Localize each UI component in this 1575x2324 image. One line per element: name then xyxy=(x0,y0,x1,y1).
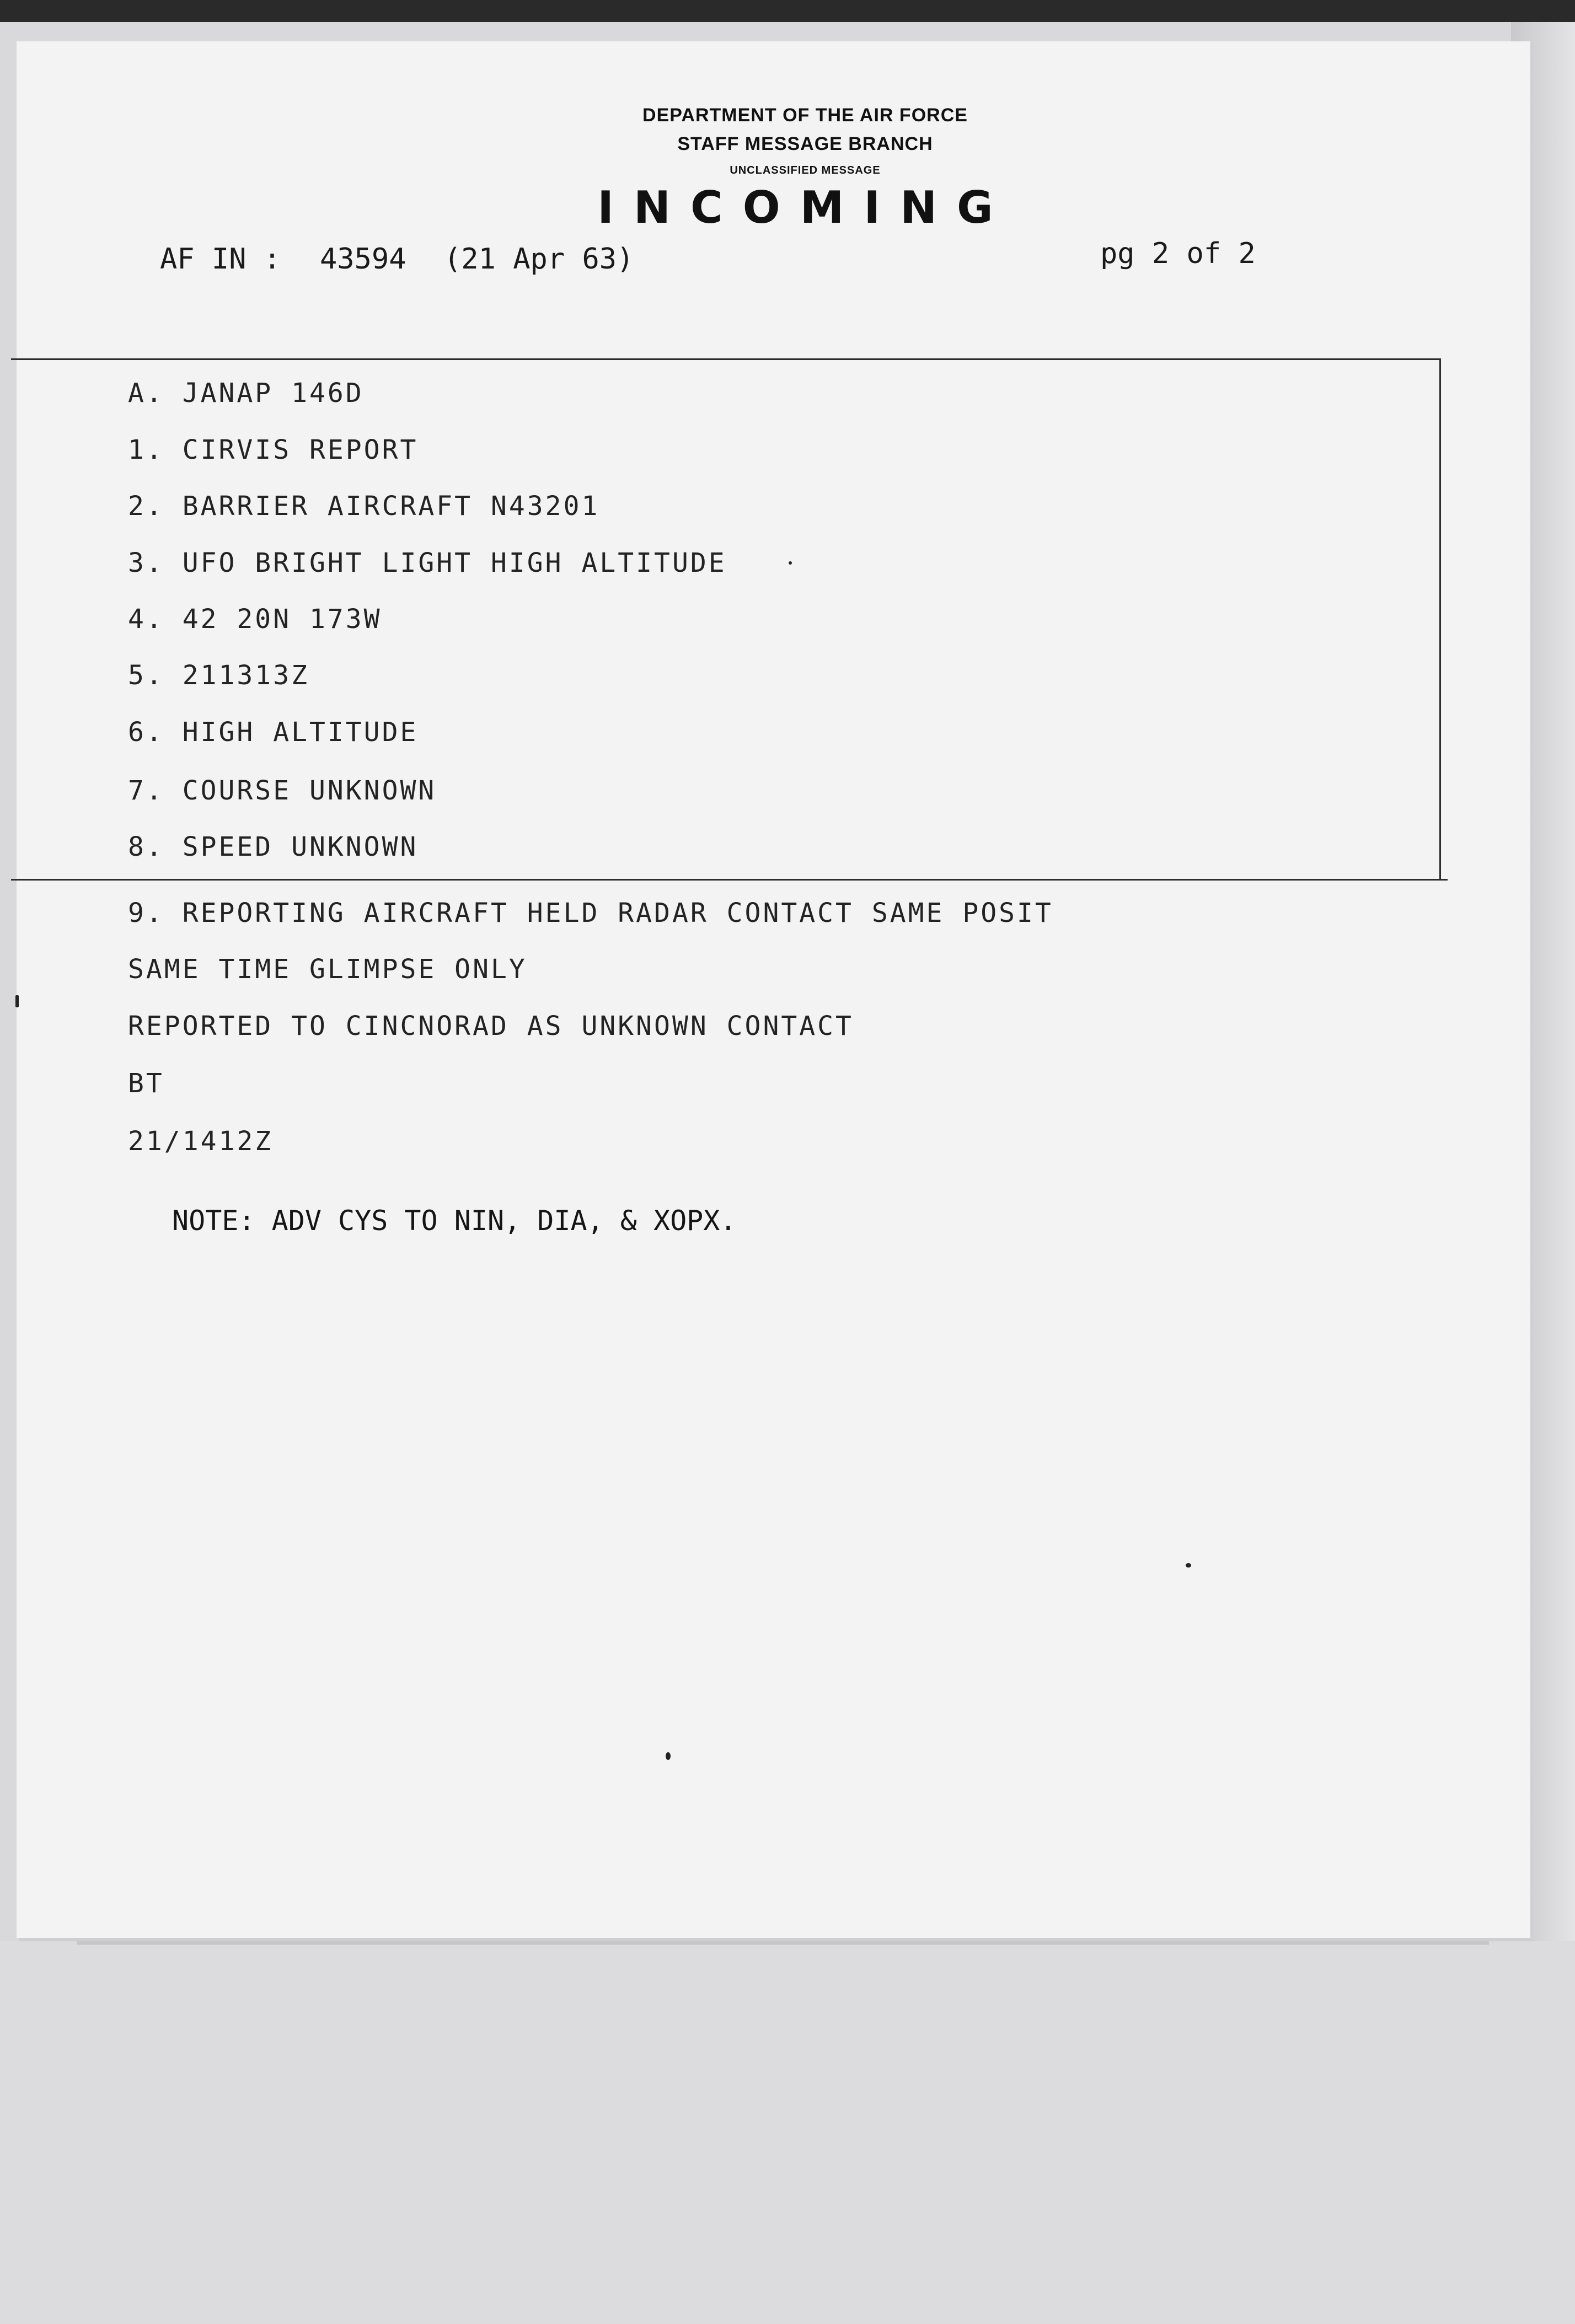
message-line: 3. UFO BRIGHT LIGHT HIGH ALTITUDE xyxy=(128,548,727,578)
message-line: 4. 42 20N 173W xyxy=(128,604,382,635)
message-line: 2. BARRIER AIRCRAFT N43201 xyxy=(128,491,600,522)
scan-speck xyxy=(1186,1563,1191,1568)
department-heading: DEPARTMENT OF THE AIR FORCE xyxy=(642,105,968,126)
message-line: 9. REPORTING AIRCRAFT HELD RADAR CONTACT SAME POSIT xyxy=(128,898,1053,928)
af-in-label: AF IN : xyxy=(160,243,281,276)
message-line: 5. 211313Z xyxy=(128,660,309,691)
af-in-number: 43594 xyxy=(320,243,406,276)
message-line: 1. CIRVIS REPORT xyxy=(128,434,419,465)
top-divider xyxy=(11,358,1439,360)
message-line: SAME TIME GLIMPSE ONLY xyxy=(128,954,527,985)
scan-speck xyxy=(15,995,19,1007)
scan-bottom-area xyxy=(0,1941,1575,2324)
incoming-title: INCOMING xyxy=(597,182,1013,233)
message-line: A. JANAP 146D xyxy=(128,378,364,409)
page-indicator: pg 2 of 2 xyxy=(1100,237,1256,270)
message-line: 7. COURSE UNKNOWN xyxy=(128,775,437,806)
message-line: 6. HIGH ALTITUDE xyxy=(128,717,419,748)
message-line: 8. SPEED UNKNOWN xyxy=(128,831,419,862)
branch-heading: STAFF MESSAGE BRANCH xyxy=(677,133,933,154)
message-line: REPORTED TO CINCNORAD AS UNKNOWN CONTACT xyxy=(128,1011,854,1042)
right-divider xyxy=(1439,358,1441,880)
distribution-note: NOTE: ADV CYS TO NIN, DIA, & XOPX. xyxy=(172,1205,737,1237)
scan-speck xyxy=(666,1752,671,1760)
message-page xyxy=(17,41,1530,1938)
classification-label: UNCLASSIFIED MESSAGE xyxy=(730,164,881,176)
middle-divider xyxy=(11,879,1448,881)
scan-speck xyxy=(789,561,792,565)
message-line: 21/1412Z xyxy=(128,1126,274,1157)
af-in-date: (21 Apr 63) xyxy=(444,243,634,276)
scan-top-edge xyxy=(0,0,1575,22)
message-line: BT xyxy=(128,1068,164,1099)
